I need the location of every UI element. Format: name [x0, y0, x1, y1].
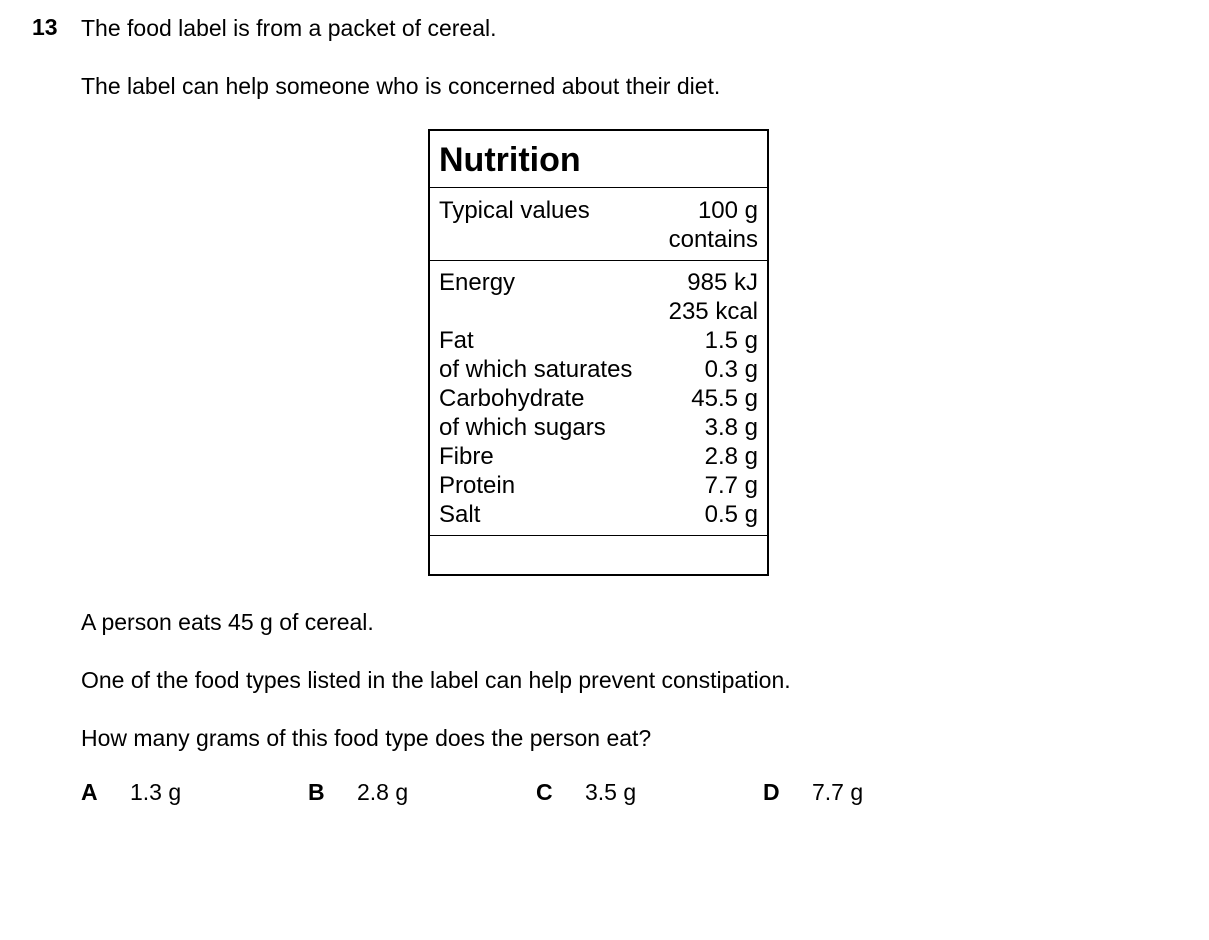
nutrient-value-carbohydrate: 45.5 g: [691, 385, 758, 412]
option-c-value[interactable]: 3.5 g: [585, 779, 637, 805]
nutrient-value-protein: 7.7 g: [704, 472, 758, 499]
nutrient-label-sugars: of which sugars: [439, 414, 606, 441]
nutrient-label-fat: Fat: [439, 327, 474, 354]
header-per-100g: 100 g: [697, 197, 758, 224]
energy-label: Energy: [439, 269, 516, 296]
nutrient-label-protein: Protein: [439, 472, 516, 499]
question-number: 13: [32, 14, 58, 40]
option-c-letter[interactable]: C: [536, 779, 553, 805]
option-d-value[interactable]: 7.7 g: [812, 779, 864, 805]
header-contains: contains: [668, 226, 758, 253]
option-d-letter[interactable]: D: [763, 779, 780, 805]
label-divider: [430, 187, 767, 188]
option-b-value[interactable]: 2.8 g: [357, 779, 409, 805]
nutrient-label-carbohydrate: Carbohydrate: [439, 385, 585, 412]
nutrition-label-title: Nutrition: [439, 141, 581, 179]
intro-text-1: The food label is from a packet of cereal.: [81, 15, 497, 41]
nutrient-value-sugars: 3.8 g: [704, 414, 758, 441]
stem-text-2: One of the food types listed in the label can help prevent constipation.: [81, 667, 791, 693]
stem-text-3: How many grams of this food type does the person eat?: [81, 725, 652, 751]
label-divider: [430, 260, 767, 261]
intro-text-2: The label can help someone who is concerned about their diet.: [81, 73, 721, 99]
header-typical-values: Typical values: [439, 197, 590, 224]
nutrient-value-fat: 1.5 g: [704, 327, 758, 354]
nutrient-value-salt: 0.5 g: [704, 501, 758, 528]
nutrient-label-fibre: Fibre: [439, 443, 494, 470]
option-a-value[interactable]: 1.3 g: [130, 779, 182, 805]
nutrient-value-saturates: 0.3 g: [704, 356, 758, 383]
nutrient-value-fibre: 2.8 g: [704, 443, 758, 470]
nutrient-label-salt: Salt: [439, 501, 481, 528]
energy-kj-value: 985 kJ: [687, 269, 758, 296]
nutrient-label-saturates: of which saturates: [439, 356, 633, 383]
stem-text-1: A person eats 45 g of cereal.: [81, 609, 374, 635]
option-a-letter[interactable]: A: [81, 779, 98, 805]
option-b-letter[interactable]: B: [308, 779, 325, 805]
label-divider: [430, 535, 767, 536]
nutrition-label: [428, 129, 769, 576]
energy-kcal-value: 235 kcal: [668, 298, 758, 325]
